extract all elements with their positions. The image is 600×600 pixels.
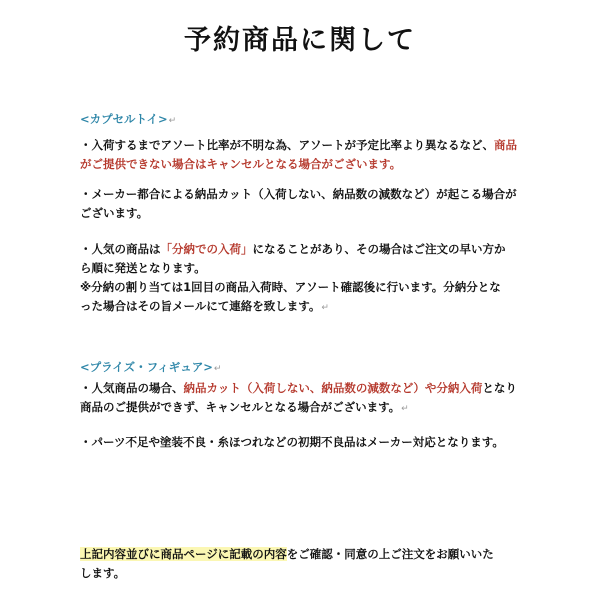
prize-item-defects-line: ・パーツ不足や塗装不良・糸ほつれなどの初期不良品はメーカー対応となります。 <box>80 435 504 449</box>
return-mark-icon: ↵ <box>401 404 409 414</box>
prize-figure-section <box>80 358 520 419</box>
capsule-item-maker-line1: ・メーカー都合による納品カット（入荷しない、納品数の減数など）が起こる場合が <box>80 187 517 201</box>
prize-item-popular-text2: となり <box>482 381 517 395</box>
capsule-toy-heading-line <box>80 110 520 131</box>
return-mark-icon: ↵ <box>321 303 329 313</box>
capsule-toy-heading: <カプセルトイ> <box>80 112 168 126</box>
capsule-item-popular-line2: ら順に発送となります。 <box>80 261 206 275</box>
prize-item-popular-text3: 商品のご提供ができず、キャンセルとなる場合がございます。 <box>80 400 401 414</box>
footer-notice-text: をご確認・同意の上ご注文をお願いいた <box>286 547 494 561</box>
capsule-item-assort-line1 <box>80 136 520 155</box>
capsule-item-assort-line2: がご提供できない場合はキャンセルとなる場合がございます。 <box>80 157 402 171</box>
prize-item-popular-text: ・人気商品の場合、 <box>80 381 184 395</box>
return-mark-icon: ↵ <box>213 364 222 374</box>
prize-item-popular-line1 <box>80 379 520 398</box>
capsule-item-popular-text: ・人気の商品は <box>80 242 161 256</box>
return-mark-icon: ↵ <box>168 116 177 126</box>
capsule-item-assort <box>80 136 520 174</box>
capsule-item-assort-emphasis: 商品 <box>494 138 517 152</box>
prize-item-popular-line2 <box>80 398 520 419</box>
footer-notice-line1 <box>80 545 520 564</box>
capsule-note-text: った場合はその旨メールにて連絡を致します。 <box>80 299 321 313</box>
prize-item-defects <box>80 433 520 452</box>
capsule-item-popular-emphasis: 「分納での入荷」 <box>160 242 253 256</box>
capsule-note-line2 <box>80 297 520 318</box>
capsule-item-maker <box>80 185 520 223</box>
footer-notice <box>80 545 520 583</box>
footer-notice-line2: します。 <box>80 566 126 580</box>
capsule-item-popular-line1 <box>80 240 520 259</box>
capsule-item-popular-text2: になることがあり、その場合はご注文の早い方か <box>252 242 506 256</box>
page-title: 予約商品に関して <box>184 25 416 56</box>
capsule-toy-section <box>80 110 520 131</box>
capsule-note-line1: ※分納の割り当ては1回目の商品入荷時、アソート確認後に行います。分納分とな <box>80 280 501 294</box>
capsule-item-assort-text: ・入荷するまでアソート比率が不明な為、アソートが予定比率より異なるなど、 <box>80 138 494 152</box>
capsule-item-popular <box>80 240 520 318</box>
capsule-item-maker-line2: ございます。 <box>80 206 149 220</box>
footer-highlight: 上記内容並びに商品ページに記載の内容 <box>80 547 287 561</box>
prize-figure-heading: <プライズ・フィギュア> <box>80 360 213 374</box>
prize-figure-heading-line <box>80 358 520 379</box>
prize-item-popular-emphasis: 納品カット（入荷しない、納品数の減数など）や分納入荷 <box>183 381 483 395</box>
